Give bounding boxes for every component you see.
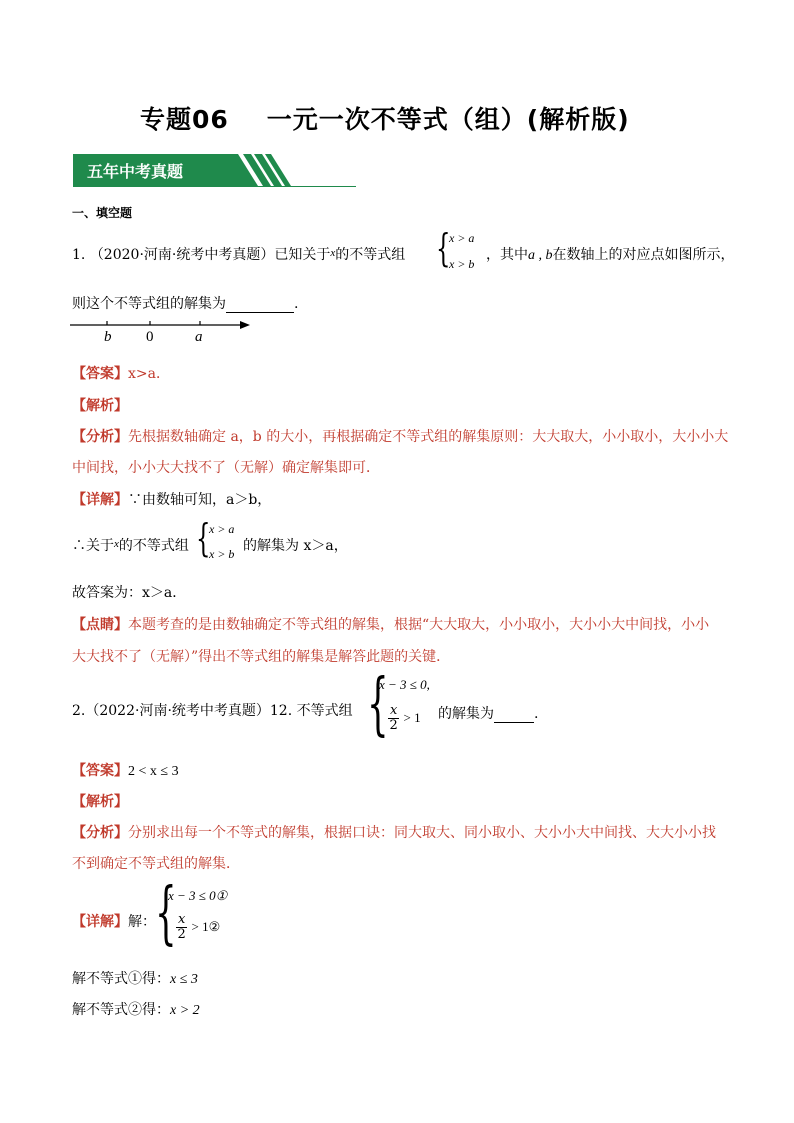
q2-solve2-val: x > 2 — [170, 1003, 200, 1018]
q1-answer: x>a． — [128, 366, 170, 382]
q2-xj-cond2-tail: > 1② — [191, 919, 221, 934]
q1-xiangjie-cond1: x > a — [209, 522, 235, 536]
question-1-line1-tail — [486, 244, 735, 264]
number-line — [70, 316, 255, 350]
q2-xiangjie-tag: 【详解】 — [72, 914, 128, 930]
q1-xiangjie-line2 — [72, 535, 189, 555]
number-line-label-a: a — [195, 329, 203, 345]
q2-end: . — [534, 706, 539, 722]
q1-xiangjie-2x: x — [114, 538, 119, 550]
q1-number: 1. — [72, 247, 86, 263]
q1-xiangjie-1: ∵由数轴可知，a＞b， — [128, 492, 272, 508]
q2-solve1 — [72, 968, 198, 988]
q1-vars-ab: a , b — [528, 248, 553, 263]
q1-cond1: x > a — [449, 231, 475, 245]
q1-dianjing-line1 — [72, 614, 709, 634]
q2-analysis-tag: 【解析】 — [72, 794, 128, 810]
q1-xiangjie-cond2: x > b — [209, 547, 235, 561]
q2-xj-frac-num: x — [178, 912, 186, 927]
q1-dianjing-1: 本题考查的是由数轴确定不等式组的解集，根据“大大取大，小小取小，大小小大中间找，小小 — [128, 617, 710, 633]
q1-fenxi-line1 — [72, 426, 728, 446]
number-line-label-b: b — [104, 329, 112, 345]
q2-xiangjie-cond2 — [176, 913, 220, 942]
q1-answer-tag: 【答案】 — [72, 366, 128, 382]
q1-text4: 在数轴上的对应点如图所示， — [552, 247, 735, 263]
q2-cond2 — [388, 704, 421, 733]
q2-text-after — [438, 703, 538, 723]
q2-frac-num: x — [390, 703, 398, 718]
question-1-line2 — [72, 293, 298, 313]
q1-text2: 的不等式组 — [335, 247, 406, 263]
q1-answer-line — [72, 363, 170, 383]
title-part2: 一元一次不等式（组）(解析版) — [266, 105, 630, 134]
q2-xiangjie-line — [72, 911, 156, 931]
q2-solve1-label: 解不等式①得： — [72, 971, 170, 987]
q2-fenxi-1: 分别求出每一个不等式的解集，根据口诀：同大取大、同小取小、大小小大中间找、大大小小找 — [128, 825, 716, 841]
q1-xiangjie-2a: ∴关于 — [72, 538, 114, 554]
page-title — [140, 100, 630, 136]
q2-answer: 2 < x ≤ 3 — [128, 764, 179, 779]
q2-text-after-label: 的解集为 — [438, 706, 494, 722]
q1-fenxi-tag: 【分析】 — [72, 429, 128, 445]
q1-xiangjie-line1 — [72, 489, 271, 509]
q2-answer-line — [72, 760, 179, 780]
q2-answer-tag: 【答案】 — [72, 763, 128, 779]
question-2-line — [72, 700, 353, 720]
q1-cond2: x > b — [449, 257, 475, 271]
q2-cond2-tail: > 1 — [403, 710, 421, 725]
q2-xiangjie-cond1: x − 3 ≤ 0① — [168, 888, 228, 903]
q1-xiangjie-brace: { — [196, 516, 211, 560]
q2-source: （2022·河南·统考中考真题）12. 不等式组 — [85, 703, 353, 719]
banner-label: 五年中考真题 — [87, 162, 184, 181]
q1-xiangjie-2b: 的不等式组 — [118, 538, 189, 554]
q2-xj-frac-den: 2 — [177, 927, 186, 942]
q2-frac-den: 2 — [389, 718, 398, 733]
q1-line2: 则这个不等式组的解集为 — [72, 296, 226, 312]
q2-brace: { — [367, 665, 389, 744]
q2-xiangjie-brace: { — [155, 874, 177, 953]
q2-cond1: x − 3 ≤ 0, — [379, 677, 430, 692]
q2-answer-blank[interactable] — [494, 708, 534, 723]
q2-number: 2. — [72, 703, 86, 719]
q1-xiangjie-2c: 的解集为 x＞a， — [243, 538, 348, 554]
q2-solve2 — [72, 999, 200, 1019]
q1-source: （2020·河南·统考中考真题）已知关于 — [89, 247, 331, 263]
q1-fenxi-1: 先根据数轴确定 a，b 的大小，再根据确定不等式组的解集原则：大大取大，小小取小，大小小大 — [128, 429, 729, 445]
q1-guda: 故答案为：x＞a． — [72, 585, 187, 601]
title-part1: 专题06 — [140, 105, 229, 134]
q1-text3: ，其中 — [486, 247, 528, 263]
q2-xiangjie-prefix: 解： — [128, 914, 156, 930]
q1-xiangjie-tag: 【详解】 — [72, 492, 128, 508]
q2-fenxi-2: 不到确定不等式组的解集． — [72, 856, 240, 872]
q2-solve2-label: 解不等式②得： — [72, 1002, 170, 1018]
q1-dianjing-tag: 【点睛】 — [72, 617, 128, 633]
section-banner — [73, 152, 356, 188]
question-1-line1 — [72, 244, 405, 264]
q1-line2-end: . — [294, 296, 299, 312]
q1-var-x: x — [330, 247, 336, 259]
q1-analysis-tag: 【解析】 — [72, 398, 128, 414]
q1-answer-blank[interactable] — [226, 298, 294, 313]
section-heading: 一、填空题 — [72, 206, 133, 220]
q2-fenxi-line1 — [72, 822, 716, 842]
q1-brace: { — [436, 226, 451, 270]
q2-solve1-val: x ≤ 3 — [170, 972, 198, 987]
q2-fenxi-tag: 【分析】 — [72, 825, 128, 841]
q1-dianjing-2: 大大找不了（无解）”得出不等式组的解集是解答此题的关键． — [72, 649, 451, 665]
number-line-label-0: 0 — [146, 329, 154, 345]
q1-fenxi-2: 中间找，小小大大找不了（无解）确定解集即可． — [72, 460, 380, 476]
